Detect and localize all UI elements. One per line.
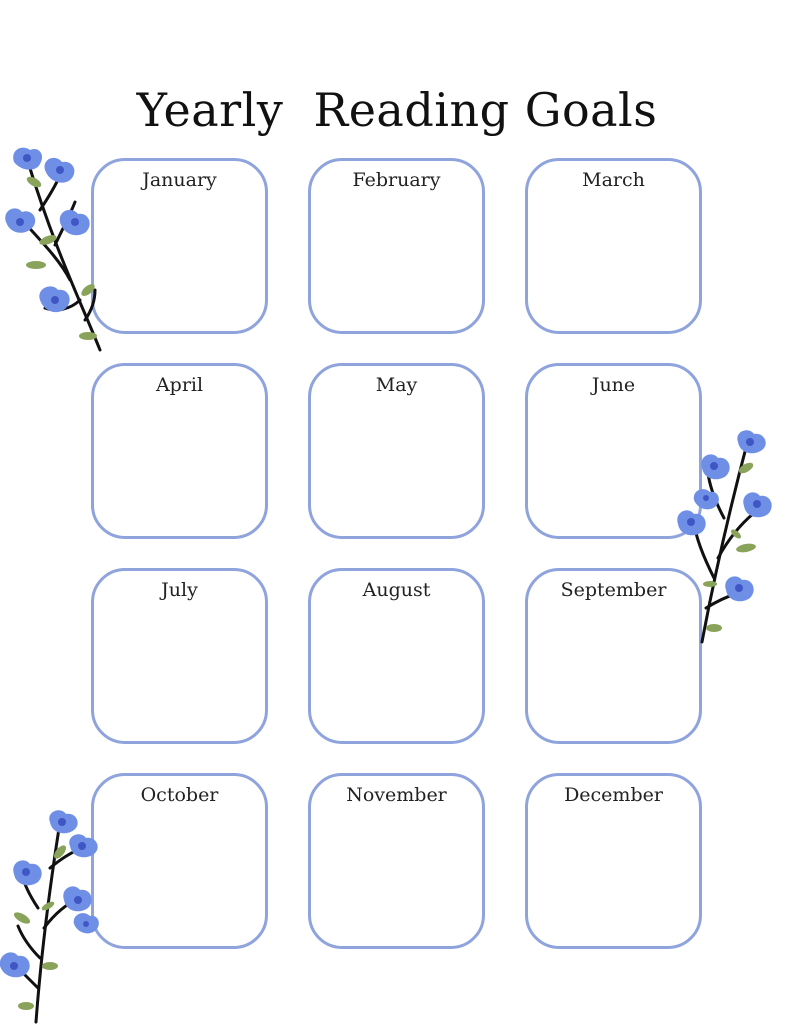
flower-sprig-icon bbox=[0, 140, 120, 360]
month-label: July bbox=[161, 579, 198, 601]
month-box-november[interactable] bbox=[308, 773, 485, 949]
month-box-october[interactable] bbox=[91, 773, 268, 949]
month-label: December bbox=[564, 784, 663, 806]
month-box-july[interactable] bbox=[91, 568, 268, 744]
flower-sprig-icon bbox=[0, 808, 110, 1026]
flower-sprig-icon bbox=[674, 428, 774, 646]
month-label: May bbox=[375, 374, 418, 396]
month-label: January bbox=[142, 169, 217, 191]
month-box-may[interactable] bbox=[308, 363, 485, 539]
month-label: November bbox=[346, 784, 447, 806]
month-label: August bbox=[362, 579, 431, 601]
month-box-december[interactable] bbox=[525, 773, 702, 949]
month-label: June bbox=[591, 374, 636, 396]
month-label: October bbox=[140, 784, 219, 806]
month-box-august[interactable] bbox=[308, 568, 485, 744]
month-label: March bbox=[582, 169, 645, 191]
month-label: February bbox=[352, 169, 441, 191]
month-label: September bbox=[560, 579, 667, 601]
month-box-april[interactable] bbox=[91, 363, 268, 539]
page-title: Yearly Reading Goals bbox=[136, 83, 658, 137]
month-box-march[interactable] bbox=[525, 158, 702, 334]
months-grid bbox=[91, 158, 703, 949]
month-box-february[interactable] bbox=[308, 158, 485, 334]
month-label: April bbox=[155, 374, 204, 396]
